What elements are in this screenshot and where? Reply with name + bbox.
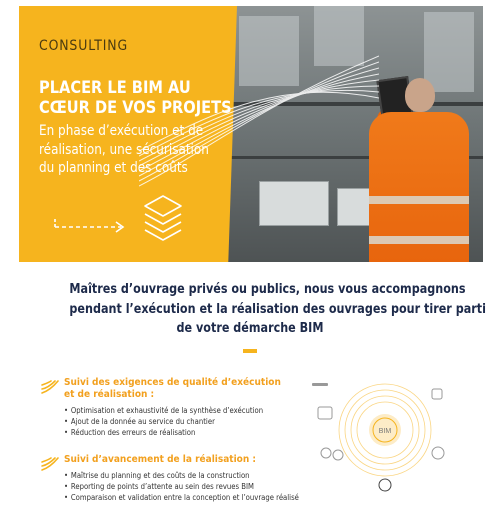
section-list <box>64 470 299 503</box>
section-title: Suivi d’avancement de la réalisation : <box>64 454 257 465</box>
list-item: • Reporting de points d’attente au sein des revues BIM <box>64 481 241 492</box>
list-item: • Ajout de la donnée au service du chantier <box>64 416 241 427</box>
section-list <box>64 405 270 438</box>
diagram-center-label: BIM <box>378 428 392 435</box>
category-label: CONSULTING <box>39 38 129 54</box>
gear-icon <box>432 447 444 459</box>
list-item: • Maîtrise du planning et des coûts de la construction <box>64 470 241 481</box>
list-item: • Optimisation et exhaustivité de la synthèse d’exécution <box>64 405 241 416</box>
safety-vest <box>369 112 469 262</box>
hero-subtitle: En phase d’exécution et de réalisation, une sécurisation du planning et des coûts <box>39 123 209 176</box>
bim-cycle-diagram <box>290 375 460 509</box>
node-left-icon <box>318 407 332 419</box>
section-progress <box>40 454 299 503</box>
hero-title: PLACER LE BIM AU CŒUR DE VOS PROJETS <box>39 78 232 118</box>
node-top-right-icon <box>432 389 442 399</box>
speed-lines-icon <box>40 379 60 395</box>
layers-icon <box>141 193 185 243</box>
list-item: • Comparaison et validation entre la conception et l’ouvrage réalisé <box>64 492 241 503</box>
intro-text: Maîtres d’ouvrage privés ou publics, nous vous accompagnons pendant l’exécution et la réalisation des ouvrages pour tirer parti de votre démarche BIM <box>69 282 486 336</box>
hero-banner <box>19 6 483 262</box>
euro-icon <box>333 450 343 460</box>
node-bottom-left-icon <box>321 448 331 458</box>
node-top-left-icon <box>312 383 328 386</box>
section-quality <box>40 377 281 438</box>
node-bottom-icon <box>379 479 391 491</box>
speed-lines-icon <box>40 456 60 472</box>
accent-dash <box>243 349 257 353</box>
section-title: Suivi des exigences de qualité d’exécution et de réalisation : <box>64 377 281 400</box>
list-item: • Réduction des erreurs de réalisation <box>64 427 241 438</box>
worker <box>405 78 435 112</box>
dashed-arrow-icon <box>53 217 129 233</box>
